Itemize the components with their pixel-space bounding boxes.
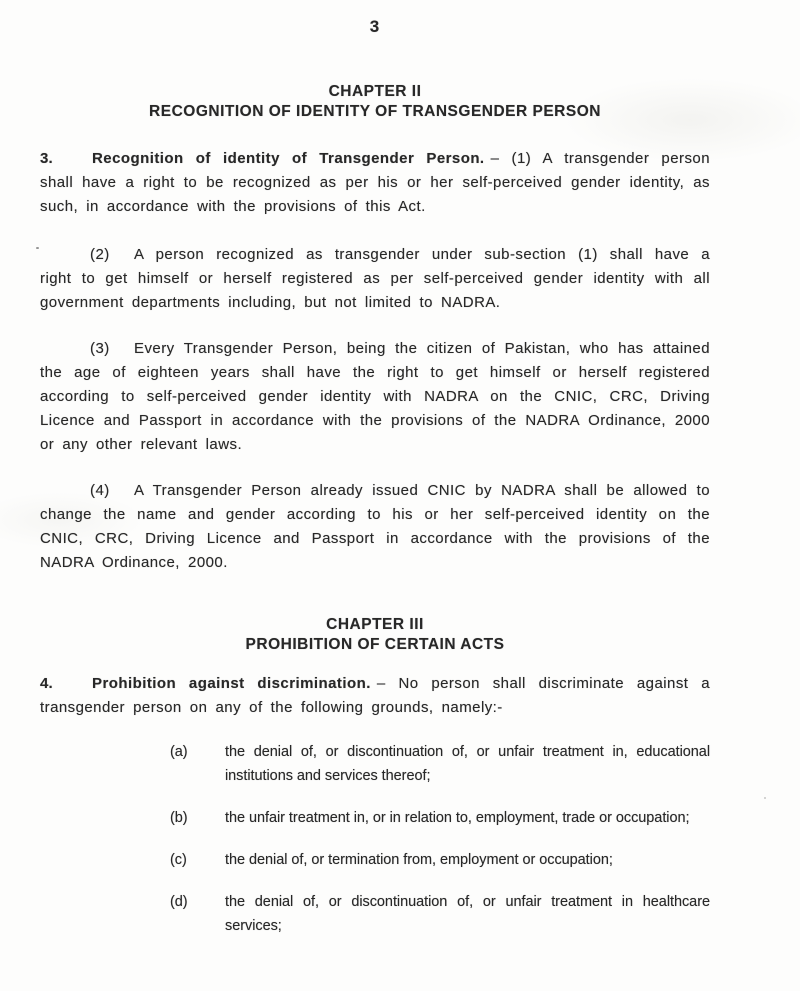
chapter-2-heading bbox=[40, 82, 710, 121]
list-item-d-text: the denial of, or discontinuation of, or unfair treatment in healthcare services; bbox=[225, 894, 710, 934]
subsection-4-text: A Transgender Person already issued CNIC by NADRA shall be allowed to change the name and gender according to his or her self-perceived identity on the CNIC, CRC, Driving Licence and Passport in accordance with the provisions of the NADRA Ordinance, 2000. bbox=[40, 482, 710, 571]
list-item-c-label: (c) bbox=[170, 852, 187, 868]
list-item-d-label: (d) bbox=[170, 894, 188, 910]
section-4-heading: Prohibition against discrimination. bbox=[92, 675, 371, 692]
section-3-number: 3. bbox=[40, 150, 53, 167]
section-4-text: – No person shall discriminate against a transgender person on any of the following grounds, namely:- bbox=[40, 675, 710, 716]
section-4-number: 4. bbox=[40, 675, 53, 692]
list-item-a bbox=[170, 740, 710, 788]
subsection-3-number: (3) bbox=[90, 340, 110, 357]
list-item-c bbox=[170, 848, 710, 872]
scan-artifact bbox=[764, 797, 766, 799]
subsection-3-paragraph bbox=[40, 337, 710, 457]
chapter-2-subtitle: RECOGNITION OF IDENTITY OF TRANSGENDER PERSON bbox=[149, 102, 601, 120]
section-3-text: – (1) A transgender person shall have a right to be recognized as per his or her self-perceived gender identity, as such, in accordance with the provisions of this Act. bbox=[40, 150, 710, 215]
subsection-2-text: A person recognized as transgender under sub-section (1) shall have a right to get himself or herself registered as per self-perceived gender identity with all government departments including, but not limited to NADRA. bbox=[40, 246, 710, 311]
chapter-3-title: CHAPTER III bbox=[326, 616, 424, 633]
subsection-4-number: (4) bbox=[90, 482, 110, 499]
subsection-4-paragraph bbox=[40, 479, 710, 575]
section-3-paragraph bbox=[40, 147, 710, 219]
list-item-b-label: (b) bbox=[170, 810, 188, 826]
chapter-3-subtitle: PROHIBITION OF CERTAIN ACTS bbox=[245, 635, 505, 653]
subsection-2-number: (2) bbox=[90, 246, 110, 263]
chapter-3-heading bbox=[40, 615, 710, 654]
list-item-a-text: the denial of, or discontinuation of, or unfair treatment in, educational institutions and services thereof; bbox=[225, 744, 710, 784]
list-item-c-text: the denial of, or termination from, employment or occupation; bbox=[225, 852, 613, 868]
page-number: 3 bbox=[369, 17, 381, 36]
list-item-b-text: the unfair treatment in, or in relation to, employment, trade or occupation; bbox=[225, 810, 690, 826]
subsection-2-paragraph bbox=[40, 243, 710, 315]
scan-artifact bbox=[36, 247, 39, 249]
section-3-heading: Recognition of identity of Transgender Person. bbox=[92, 150, 485, 167]
list-item-b bbox=[170, 806, 710, 830]
list-item-d bbox=[170, 890, 710, 938]
discrimination-grounds-list bbox=[40, 740, 710, 938]
subsection-3-text: Every Transgender Person, being the citizen of Pakistan, who has attained the age of eighteen years shall have the right to get himself or herself registered according to self-perceived gender identity with NADRA on the CNIC, CRC, Driving Licence and Passport in accordance with the provisions of the NADRA Ordinance, 2000 or any other relevant laws. bbox=[40, 340, 710, 453]
chapter-2-title: CHAPTER II bbox=[328, 83, 422, 100]
list-item-a-label: (a) bbox=[170, 744, 188, 760]
section-4-paragraph bbox=[40, 672, 710, 720]
